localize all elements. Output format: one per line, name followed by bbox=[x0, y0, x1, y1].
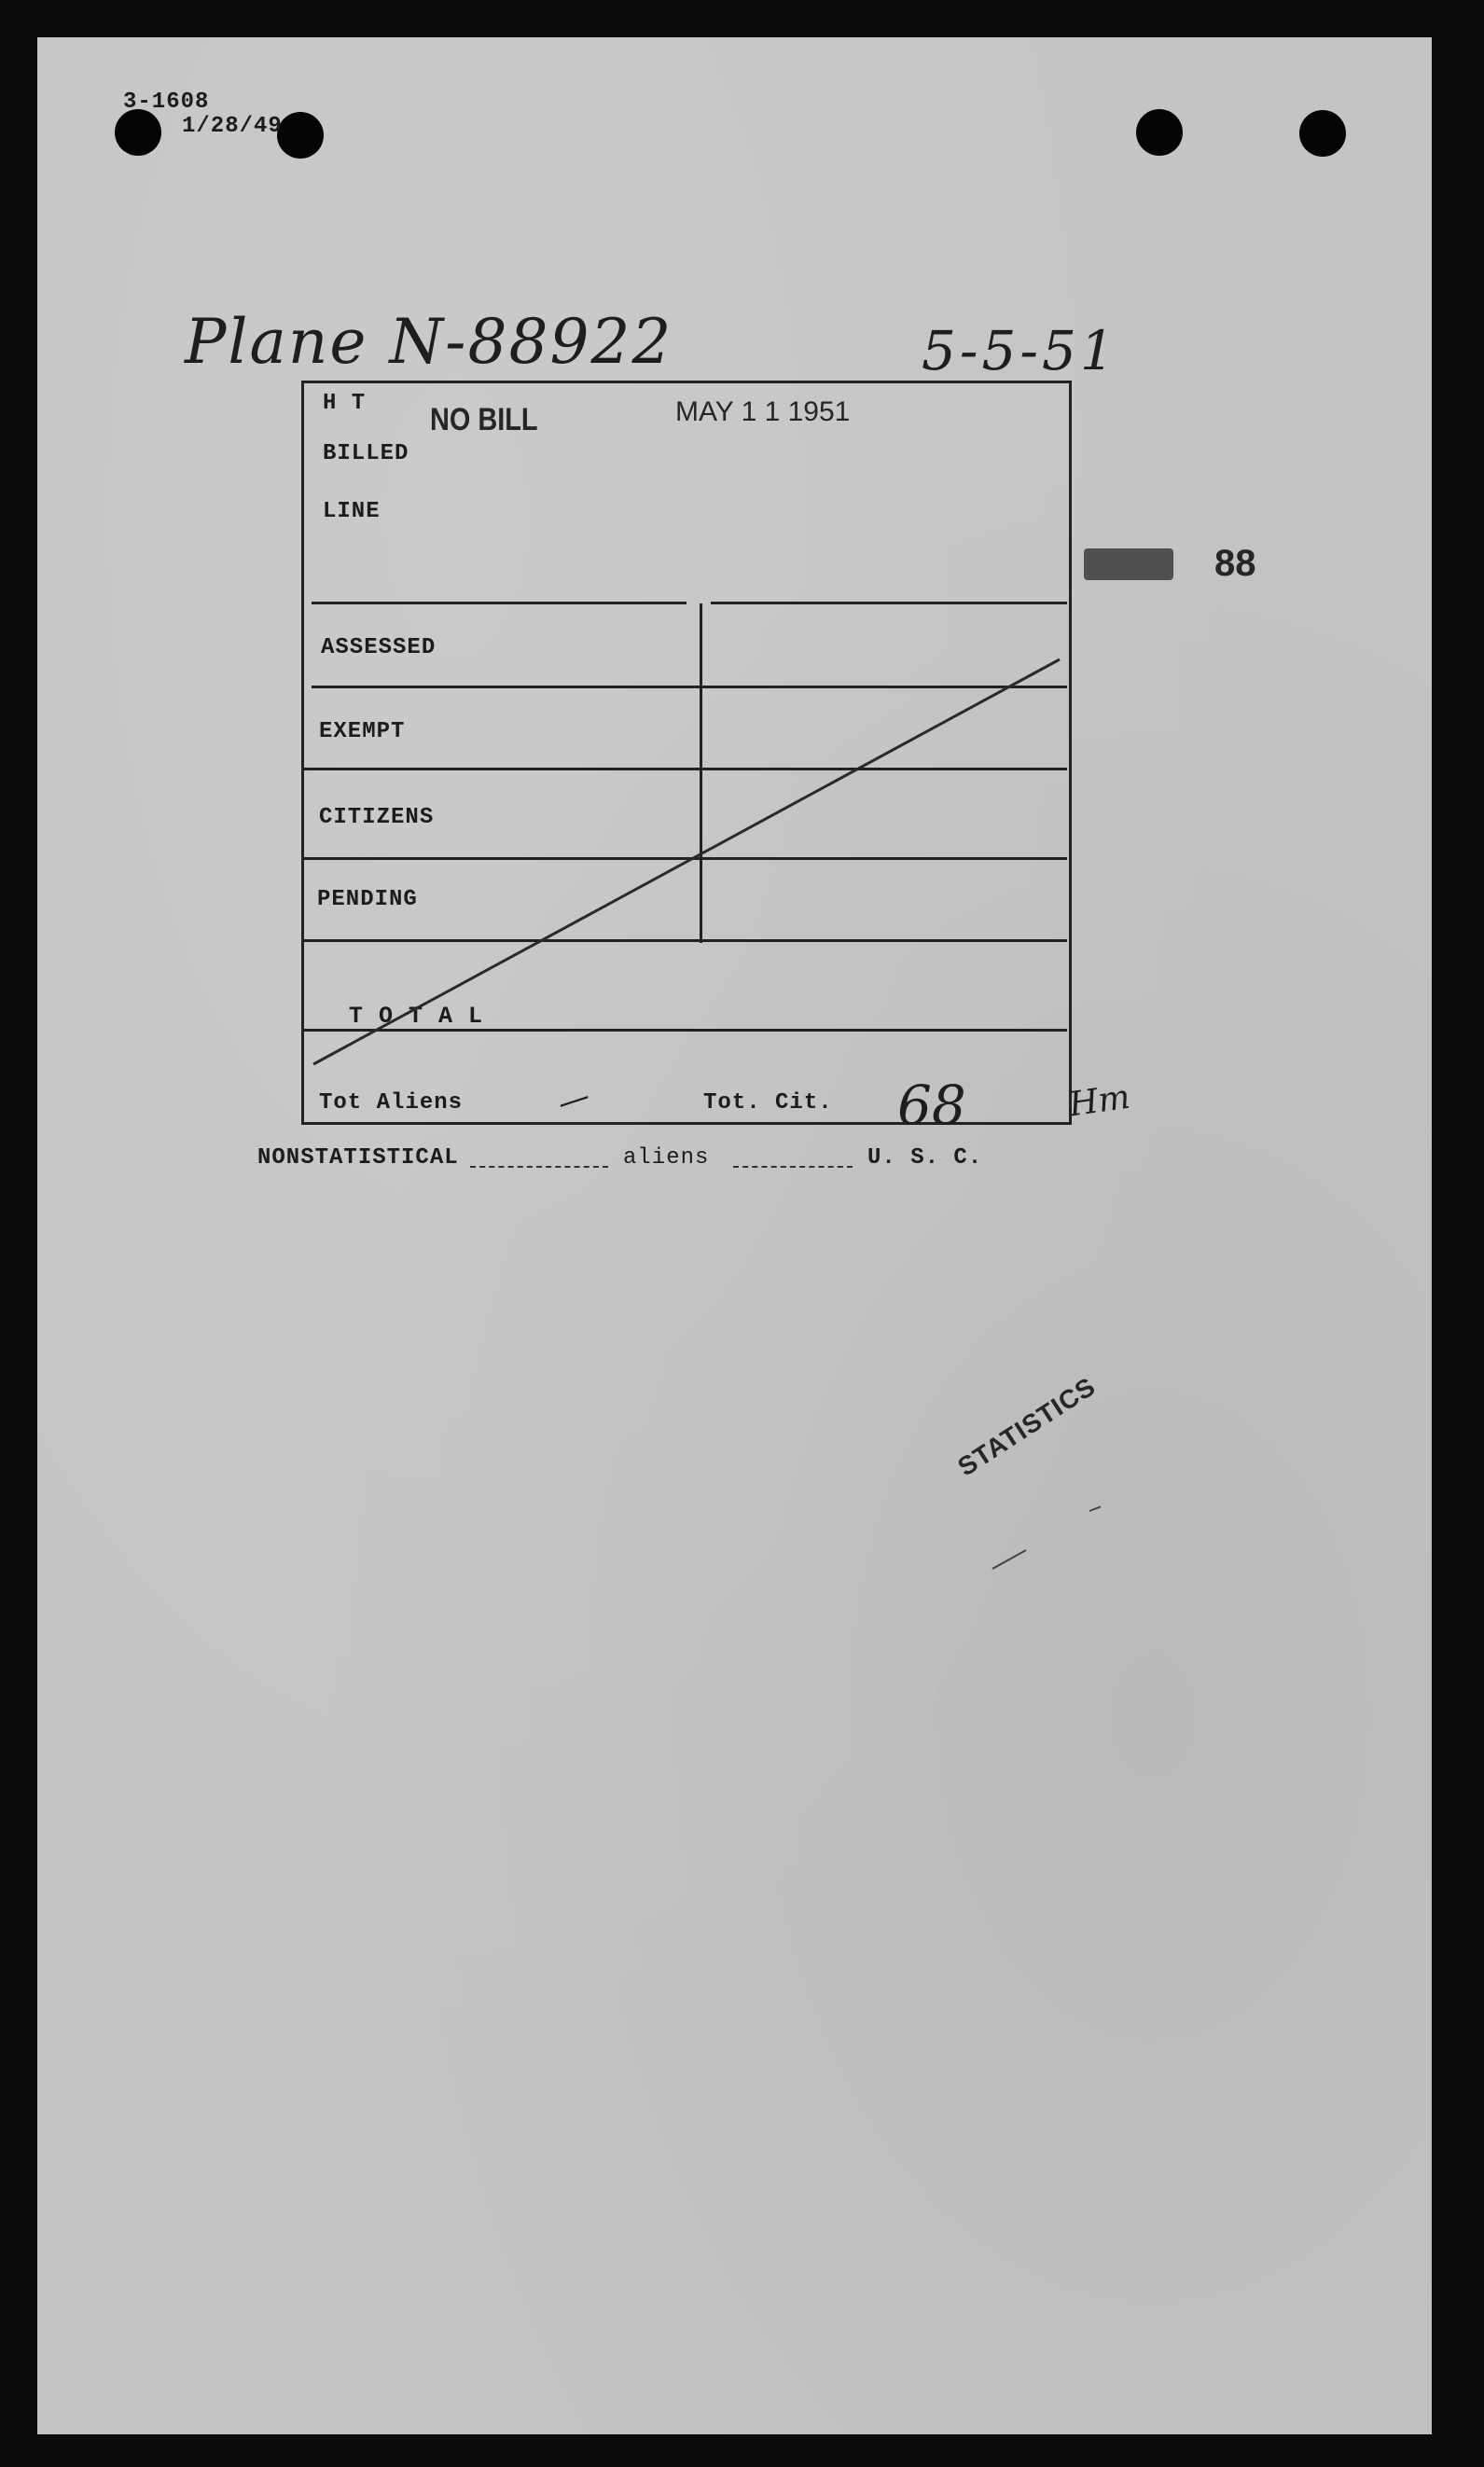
aliens-label: aliens bbox=[623, 1145, 710, 1171]
form-number: 3-1608 bbox=[123, 90, 210, 115]
row-label-billed: BILLED bbox=[323, 441, 409, 466]
row-label-total: T O T A L bbox=[349, 1003, 484, 1030]
row-label-exempt: EXEMPT bbox=[319, 719, 406, 744]
nonstatistical-label: NONSTATISTICAL bbox=[257, 1145, 459, 1171]
received-date-stamp: MAY 1 1 1951 bbox=[675, 396, 851, 427]
usc-label: U. S. C. bbox=[867, 1145, 983, 1171]
tot-aliens-value: — bbox=[552, 1076, 595, 1123]
stamp-underline bbox=[989, 1502, 1101, 1576]
statistics-table bbox=[301, 381, 1072, 1137]
statistics-stamp: STATISTICS bbox=[952, 1371, 1102, 1482]
row-label-line: LINE bbox=[323, 499, 381, 524]
aliens-blank bbox=[733, 1166, 853, 1168]
tot-cit-label: Tot. Cit. bbox=[703, 1090, 833, 1116]
form-date: 1/28/49 bbox=[182, 114, 283, 139]
tot-cit-value: 68 bbox=[897, 1074, 966, 1137]
row-label-assessed: ASSESSED bbox=[321, 635, 437, 660]
diagonal-strike-line bbox=[304, 383, 1075, 1128]
row-label-ht: H T bbox=[323, 391, 367, 416]
margin-stamp-mark bbox=[1084, 548, 1173, 580]
row-label-citizens: CITIZENS bbox=[319, 805, 435, 830]
punch-hole-right-2 bbox=[1299, 110, 1346, 157]
document-page bbox=[37, 37, 1432, 2434]
tot-aliens-label: Tot Aliens bbox=[319, 1090, 464, 1116]
punch-hole-left-2 bbox=[277, 112, 324, 159]
punch-hole-right bbox=[1136, 109, 1183, 156]
nonstatistical-blank bbox=[470, 1166, 608, 1168]
initials: Hm bbox=[1066, 1077, 1133, 1125]
handwritten-date: 5-5-51 bbox=[922, 319, 1118, 382]
margin-code: 88 bbox=[1214, 543, 1256, 584]
row-label-pending: PENDING bbox=[317, 887, 418, 912]
no-bill-stamp: NO BILL bbox=[430, 402, 538, 437]
plane-label: Plane N-88922 bbox=[185, 306, 673, 378]
punch-hole-left bbox=[115, 109, 161, 156]
